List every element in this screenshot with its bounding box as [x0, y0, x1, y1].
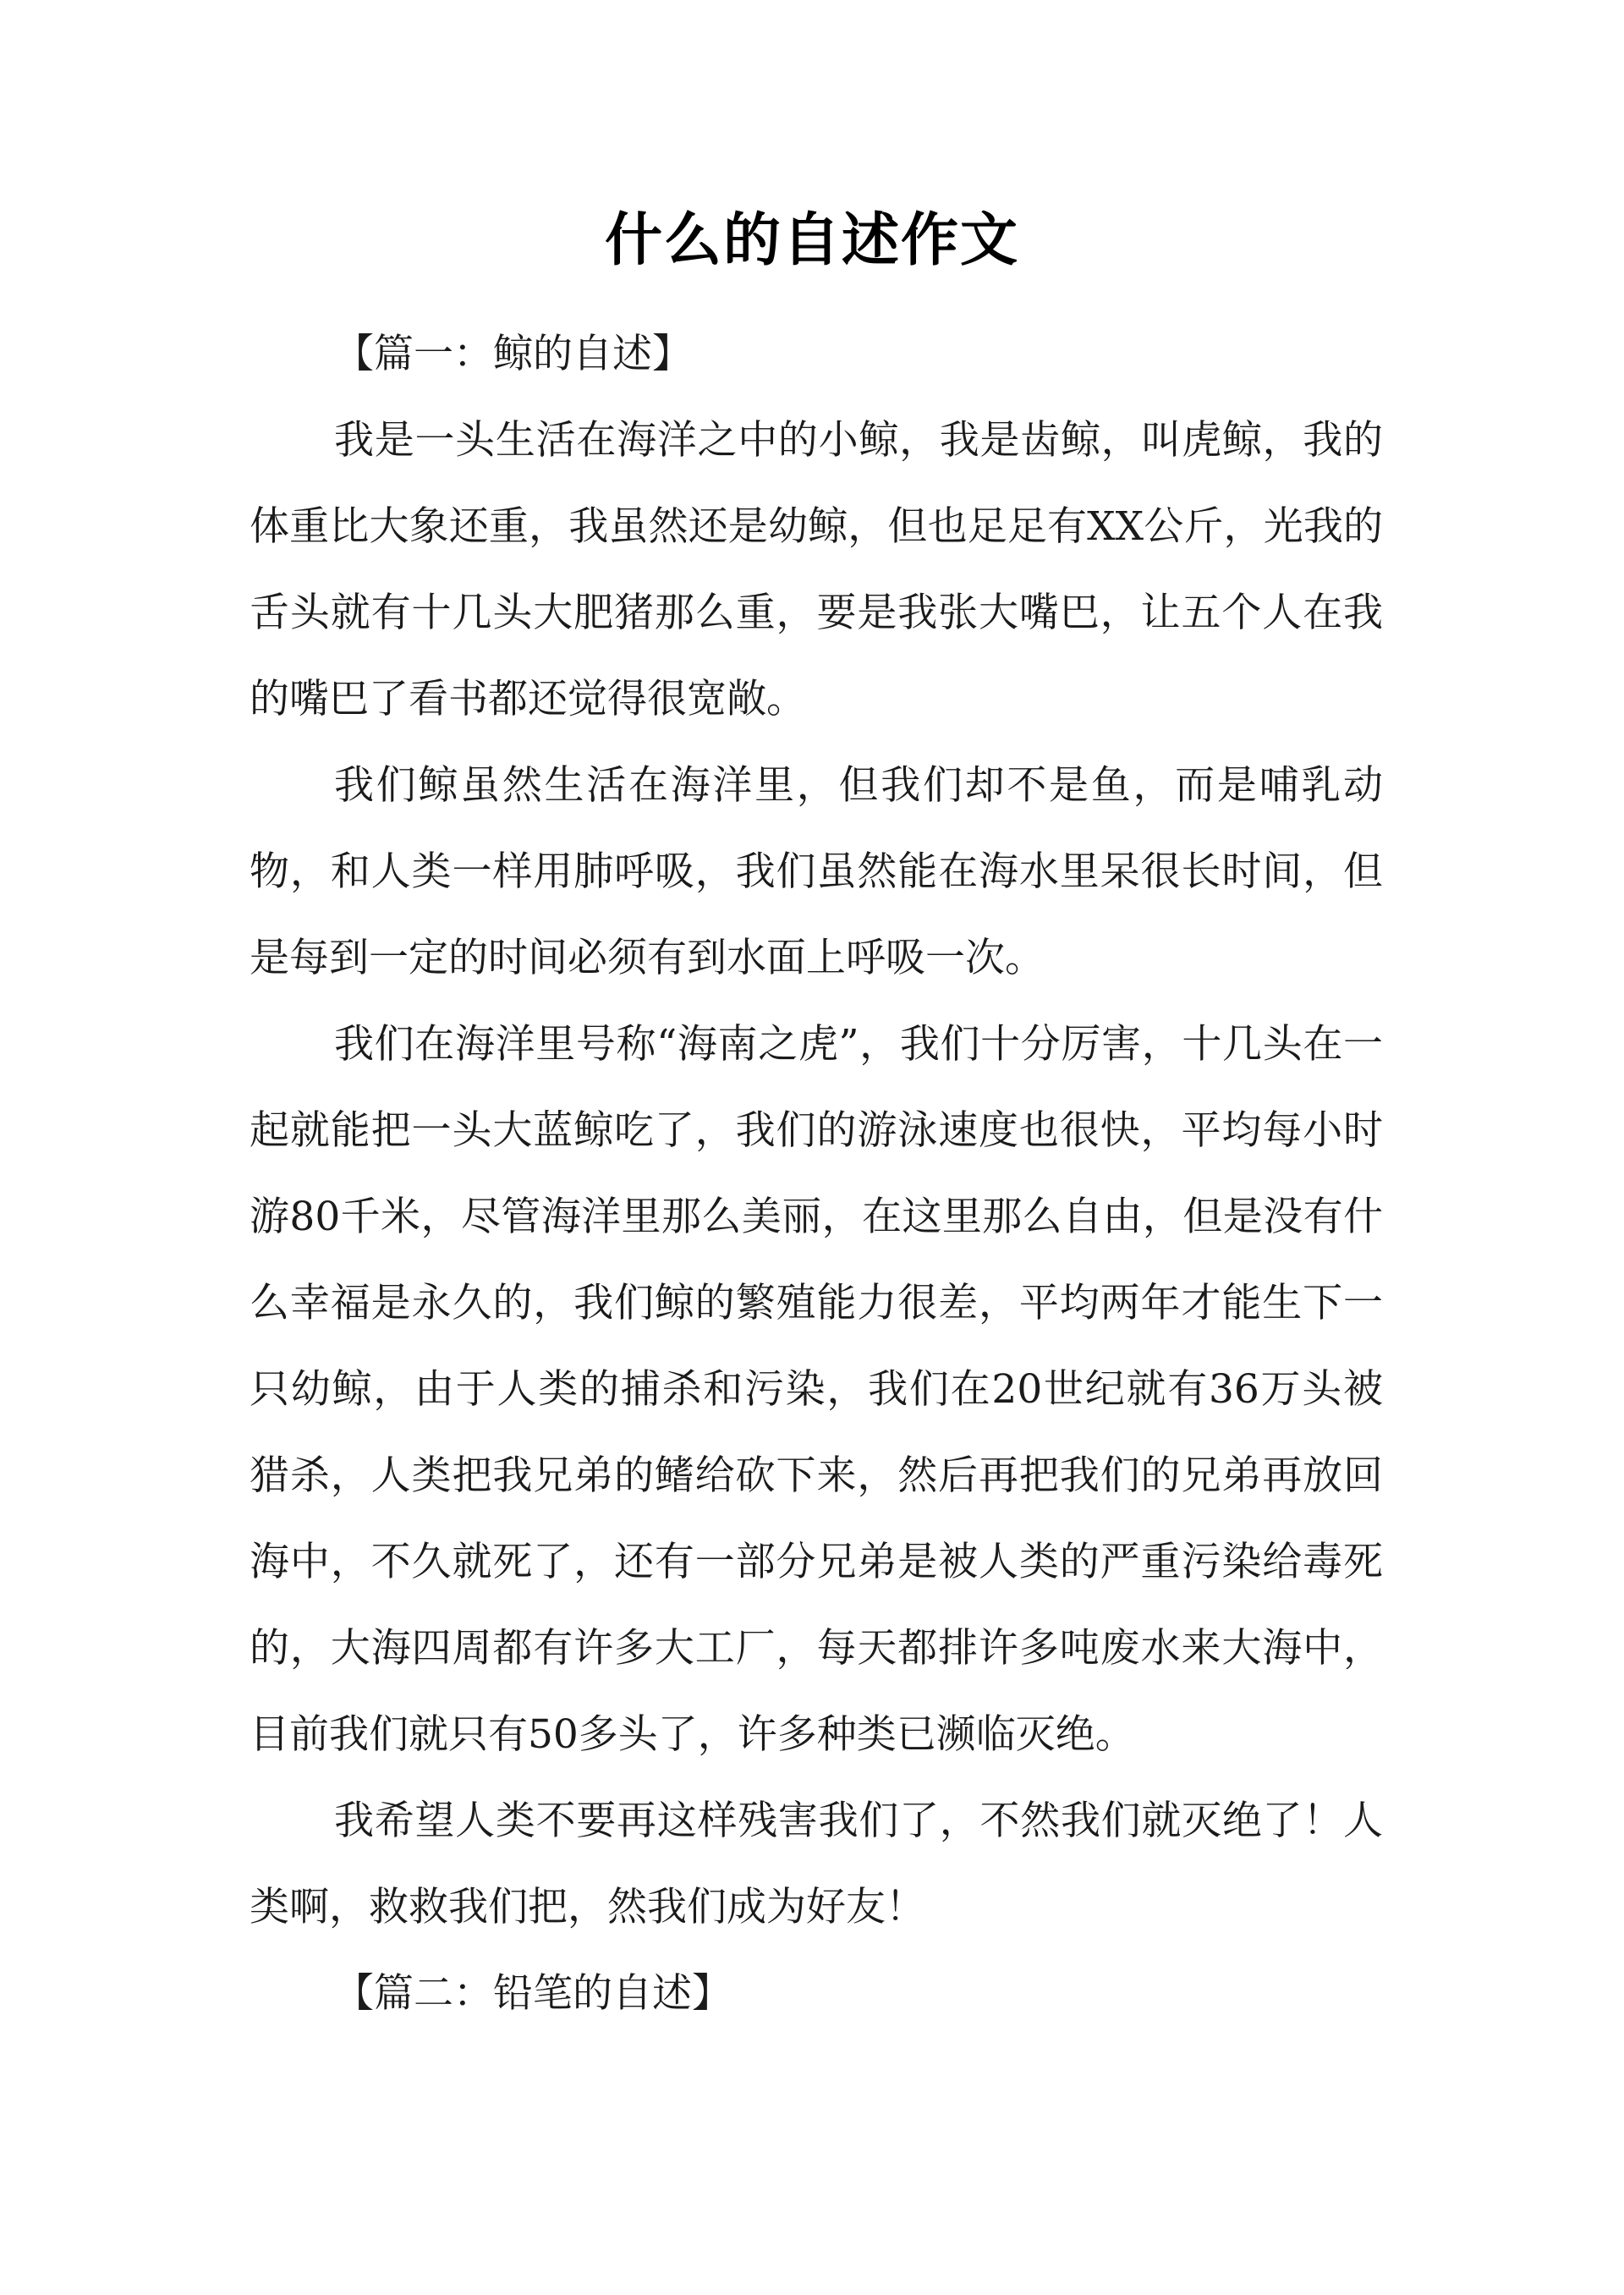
section-heading-2: 【篇二：铅笔的自述】	[334, 1970, 732, 2017]
paragraph-3: 我们在海洋里号称“海南之虎”，我们十分厉害，十几头在一起就能把一头大蓝鲸吃了，我们的游泳速度也很快，平均每小时游80千米，尽管海洋里那么美丽，在这里那么自由，但是没有什么幸福是永久的，我们鲸的繁殖能力很差，平均两年才能生下一只幼鲸，由于人类的捕杀和污染，我们在20世纪就有36万头被猎杀，人类把我兄弟的鳍给砍下来，然后再把我们的兄弟再放回海中，不久就死了，还有一部分兄弟是被人类的严重污染给毒死的，大海四周都有许多大工厂，每天都排许多吨废水来大海中，目前我们就只有50多头了，许多种类已濒临灭绝。	[250, 1021, 1383, 1758]
document-body	[250, 311, 1383, 2037]
paragraph-2: 我们鲸虽然生活在海洋里，但我们却不是鱼，而是哺乳动物，和人类一样用肺呼吸，我们虽然能在海水里呆很长时间，但是每到一定的时间必须有到水面上呼吸一次。	[250, 762, 1383, 981]
paragraph-1: 我是一头生活在海洋之中的小鲸，我是齿鲸，叫虎鲸，我的体重比大象还重，我虽然还是幼鲸，但也足足有XX公斤，光我的舌头就有十几头大肥猪那么重，要是我张大嘴巴，让五个人在我的嘴巴了看书都还觉得很宽敞。	[250, 417, 1383, 722]
section-heading-1: 【篇一：鲸的自述】	[334, 331, 692, 377]
document-title: 什么的自述作文	[604, 207, 1019, 274]
paragraph-4: 我希望人类不要再这样残害我们了，不然我们就灭绝了！人类啊，救救我们把，然我们成为好友！	[250, 1798, 1383, 1930]
